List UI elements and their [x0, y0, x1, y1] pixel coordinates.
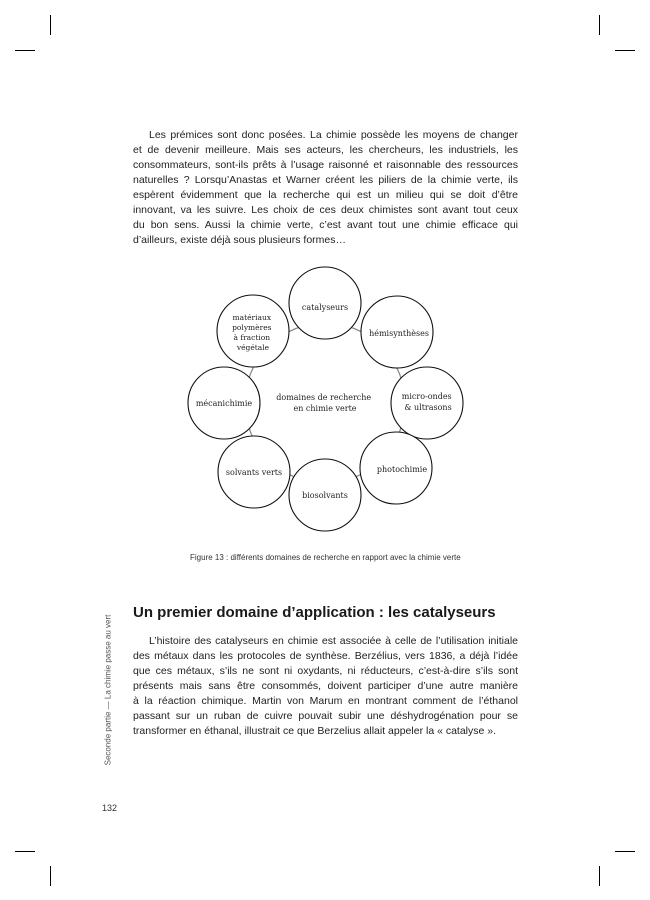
text-line: d’ailleurs, existe déjà sous plusieurs formes…: [133, 234, 347, 246]
text-line: espèrent évidemment que la recherche qui est un milieu qui se doit d’être: [133, 189, 518, 201]
catalysts-paragraph: [133, 634, 518, 739]
text-line: innovant, va les suivre. Les choix de ces deux chimistes sont avant tout ceux: [133, 204, 518, 216]
crop-mark: [50, 866, 51, 886]
domain-catalyseurs: [289, 267, 361, 339]
svg-text:biosolvants: biosolvants: [302, 491, 348, 500]
text-line: Les prémices sont donc posées. La chimie possède les moyens de changer: [149, 129, 518, 141]
svg-text:catalyseurs: catalyseurs: [301, 303, 349, 312]
text-line: naturelles ? Lorsqu’Anastas et Warner créent les piliers de la chimie verte, ils: [133, 174, 518, 186]
text-line: du bon sens. Aussi la chimie verte, c’est avant tout une chimie efficace qui: [133, 219, 518, 231]
crop-mark: [599, 866, 600, 886]
section-heading: Un premier domaine d’application : les catalyseurs: [133, 604, 496, 621]
domain-photochimie: [360, 432, 432, 504]
text-line: des métaux dans les protocoles de synthèse. Berzélius, vers 1836, a déjà l’idée: [133, 650, 518, 662]
domain-solvants-verts: [218, 436, 290, 508]
svg-text:micro-ondes & ultrason: micro-ondes & ultrasons: [401, 392, 452, 412]
text-line: et de devenir meilleure. Mais ses acteurs, les chercheurs, les industriels, les: [133, 144, 518, 156]
crop-mark: [615, 851, 635, 852]
crop-mark: [15, 50, 35, 51]
domain-biosolvants: [289, 459, 361, 531]
running-sidebar-title: Seconde partie — La chimie passe au vert: [103, 614, 113, 766]
domain-materiaux-polymeres: [217, 295, 289, 367]
crop-mark: [615, 50, 635, 51]
svg-text:matériaux polymères: matériaux polymères à fraction végétale: [232, 313, 272, 352]
svg-text:photochimie: photochimie: [376, 465, 428, 474]
page-number: 132: [102, 803, 118, 813]
research-domains-diagram: [180, 265, 470, 540]
svg-text:hémisynthèses: hémisynthèses: [369, 329, 429, 338]
text-line: passant sur un ruban de cuivre pouvait subir une déshydrogénation pour se: [133, 710, 518, 722]
figure-caption: Figure 13 : différents domaines de recherche en rapport avec la chimie verte: [190, 553, 461, 562]
domain-hemisyntheses: [361, 296, 433, 368]
text-line: présents mais sans être consommés, doivent participer d’une autre manière: [133, 680, 518, 692]
center-label-line: domaines de recherche: [276, 393, 372, 402]
crop-mark: [15, 851, 35, 852]
center-label-line: en chimie verte: [293, 404, 357, 413]
domain-micro-ondes-ultrasons: [391, 367, 463, 439]
text-line: que ces métaux, s’ils ne sont ni oxydants, ni réducteurs, c’est-à-dire s’ils sont: [133, 665, 518, 677]
svg-text:solvants verts: solvants verts: [225, 468, 283, 477]
center-label: [276, 393, 373, 413]
crop-mark: [50, 15, 51, 35]
intro-paragraph: [133, 128, 518, 248]
text-line: à la réaction chimique. Martin von Marum en montrant comment de l’éthanol: [133, 695, 518, 707]
text-line: consommateurs, sont-ils prêts à l’usage raisonné et raisonnable des ressources: [133, 159, 518, 171]
crop-mark: [599, 15, 600, 35]
domain-mecanichimie: [188, 367, 260, 439]
text-line: transformer en éthanal, illustrait ce que Berzelius allait appeler la « catalyse ».: [133, 725, 497, 737]
svg-text:mécanichimie: mécanichimie: [195, 399, 253, 408]
text-line: L’histoire des catalyseurs en chimie est associée à celle de l’utilisation initiale: [149, 635, 518, 647]
